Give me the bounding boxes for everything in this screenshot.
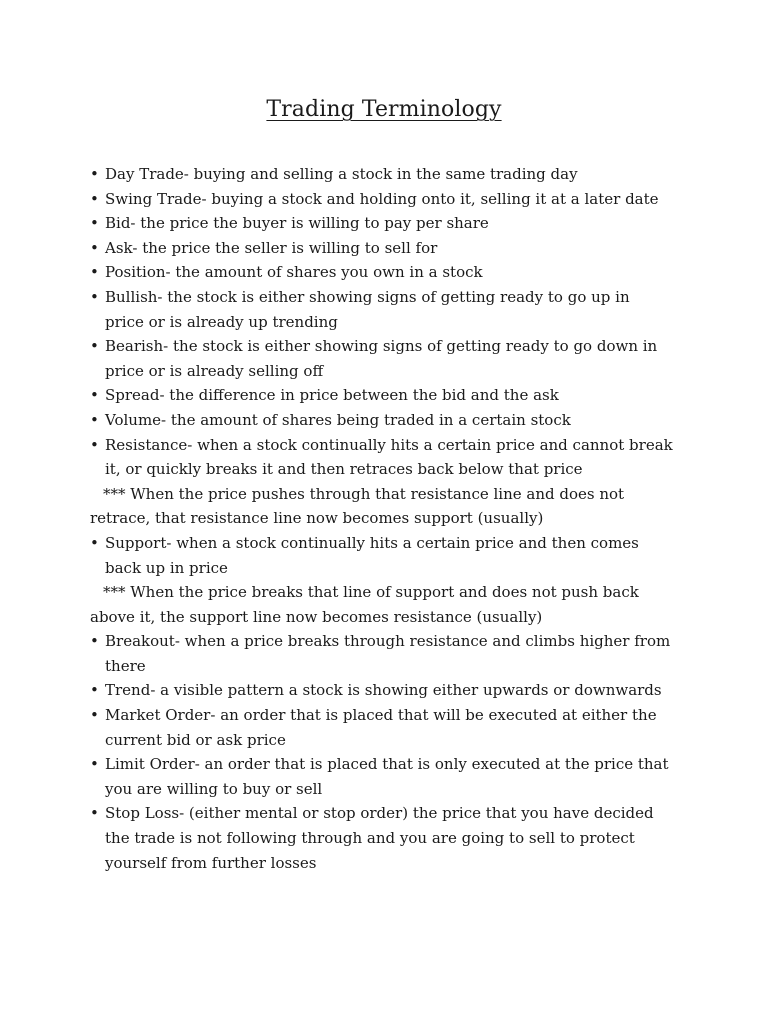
note-line: retrace, that resistance line now becomes support (usually)	[90, 509, 544, 528]
list-item-line: Stop Loss- (either mental or stop order) the price that you have decided	[105, 804, 654, 823]
bullet-icon: •	[90, 804, 99, 823]
list-item	[90, 187, 690, 212]
list-item	[90, 334, 690, 383]
list-item-line: Support- when a stock continually hits a certain price and then comes	[105, 533, 639, 552]
list-item-line: Market Order- an order that is placed that will be executed at either the	[105, 706, 657, 725]
list-item	[90, 678, 690, 703]
bullet-icon: •	[90, 533, 99, 552]
list-item-line: Resistance- when a stock continually hits a certain price and cannot break	[105, 435, 673, 454]
list-item-line: Day Trade- buying and selling a stock in the same trading day	[105, 165, 578, 183]
list-item	[90, 531, 690, 580]
list-item	[90, 236, 690, 261]
list-item	[90, 211, 690, 236]
list-item-line: yourself from further losses	[105, 853, 317, 872]
bullet-icon: •	[90, 214, 99, 233]
bullet-icon: •	[90, 706, 99, 725]
list-item-line: you are willing to buy or sell	[105, 779, 323, 798]
note-line: *** When the price pushes through that resistance line and does not	[103, 484, 625, 503]
list-item-line: back up in price	[105, 558, 228, 577]
bullet-icon: •	[90, 435, 99, 454]
list-item	[90, 162, 690, 187]
bullet-icon: •	[90, 238, 99, 257]
bullet-icon: •	[90, 165, 99, 183]
list-item-line: Limit Order- an order that is placed that is only executed at the price that	[105, 755, 669, 774]
note-paragraph	[90, 482, 690, 531]
list-item	[90, 433, 690, 482]
bullet-icon: •	[90, 337, 99, 356]
list-item	[90, 285, 690, 334]
bullet-icon: •	[90, 263, 99, 282]
list-item	[90, 629, 690, 678]
list-item-line: it, or quickly breaks it and then retraces back below that price	[105, 460, 583, 479]
page-title: Trading Terminology	[266, 97, 502, 122]
note-line: *** When the price breaks that line of support and does not push back	[103, 583, 639, 602]
list-item-line: Trend- a visible pattern a stock is showing either upwards or downwards	[105, 681, 662, 700]
bullet-icon: •	[90, 755, 99, 774]
list-item-line: Bid- the price the buyer is willing to pay per share	[105, 214, 489, 233]
bullet-icon: •	[90, 632, 99, 651]
list-item-line: Swing Trade- buying a stock and holding onto it, selling it at a later date	[105, 189, 659, 208]
list-item-line: there	[105, 656, 146, 675]
bullet-icon: •	[90, 386, 99, 405]
list-item-line: price or is already selling off	[105, 361, 324, 380]
bullet-icon: •	[90, 681, 99, 700]
list-item-line: Volume- the amount of shares being traded in a certain stock	[105, 410, 571, 429]
list-item-line: Bullish- the stock is either showing signs of getting ready to go up in	[105, 287, 630, 306]
note-paragraph	[90, 580, 690, 629]
list-item	[90, 260, 690, 285]
bullet-icon: •	[90, 287, 99, 306]
list-item	[90, 383, 690, 408]
list-item	[90, 703, 690, 752]
list-item-line: Ask- the price the seller is willing to sell for	[105, 238, 438, 257]
list-item-line: Breakout- when a price breaks through resistance and climbs higher from	[105, 632, 671, 651]
list-item	[90, 408, 690, 433]
list-item-line: price or is already up trending	[105, 312, 338, 331]
bullet-icon: •	[90, 189, 99, 208]
list-item	[90, 801, 690, 875]
terminology-list	[90, 162, 690, 875]
list-item-line: Position- the amount of shares you own in a stock	[105, 263, 483, 282]
list-item-line: the trade is not following through and you are going to sell to protect	[105, 829, 635, 848]
list-item-line: Spread- the difference in price between the bid and the ask	[105, 386, 559, 405]
note-line: above it, the support line now becomes resistance (usually)	[90, 607, 543, 626]
list-item-line: current bid or ask price	[105, 730, 286, 749]
bullet-icon: •	[90, 410, 99, 429]
list-item-line: Bearish- the stock is either showing signs of getting ready to go down in	[105, 337, 658, 356]
list-item	[90, 752, 690, 801]
